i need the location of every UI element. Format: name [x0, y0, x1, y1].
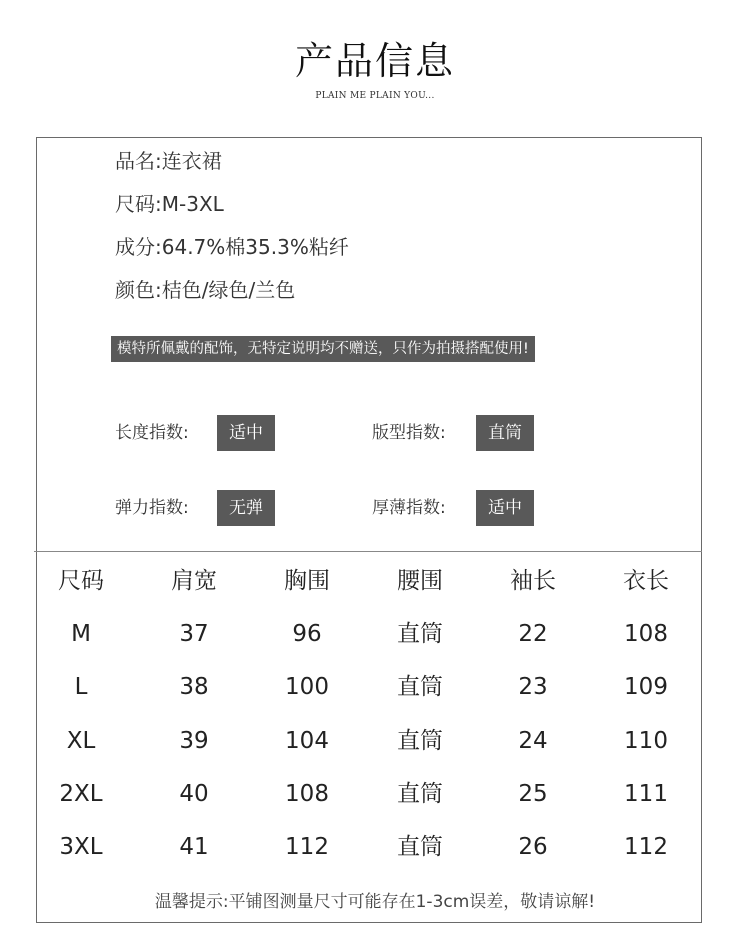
table-cell: 108 [624, 621, 668, 647]
page-title: 产品信息 [294, 39, 455, 83]
elasticity-index-value: 无弹 [217, 490, 275, 526]
page-subtitle: PLAIN ME PLAIN YOU... [315, 91, 435, 101]
table-cell: 112 [285, 834, 329, 860]
table-cell: 24 [518, 728, 548, 754]
table-header-cell: 腰围 [397, 568, 443, 594]
table-cell: XL [66, 728, 96, 754]
info-label: 成分 [115, 235, 155, 259]
table-cell: 直筒 [397, 834, 443, 860]
elasticity-index-label: 弹力指数: [115, 498, 189, 518]
thickness-index-value: 适中 [476, 490, 534, 526]
table-cell: 2XL [59, 781, 103, 807]
table-cell: 41 [179, 834, 209, 860]
table-cell: 96 [292, 621, 322, 647]
table-cell: 108 [285, 781, 329, 807]
table-row [26, 614, 706, 654]
table-cell: 23 [518, 674, 548, 700]
table-cell: 110 [624, 728, 668, 754]
table-cell: 25 [518, 781, 548, 807]
table-header-cell: 衣长 [623, 568, 669, 594]
table-header-row [26, 561, 706, 601]
info-value: M-3XL [161, 192, 224, 216]
info-size: 尺码:M-3XL [115, 192, 224, 216]
table-cell: 111 [624, 781, 668, 807]
fit-index-value: 直筒 [476, 415, 534, 451]
length-index-value: 适中 [217, 415, 275, 451]
length-index-label: 长度指数: [115, 423, 189, 443]
table-row [26, 774, 706, 814]
info-value: 64.7%棉35.3%粘纤 [161, 235, 349, 259]
table-cell: 112 [624, 834, 668, 860]
table-cell: 37 [179, 621, 209, 647]
info-label: 尺码 [115, 192, 155, 216]
table-header-cell: 胸围 [284, 568, 330, 594]
table-row [26, 721, 706, 761]
accessory-notice: 模特所佩戴的配饰，无特定说明均不赠送，只作为拍摄搭配使用! [111, 336, 535, 362]
table-cell: 38 [179, 674, 209, 700]
table-cell: 22 [518, 621, 548, 647]
measurement-disclaimer: 温馨提示:平铺图测量尺寸可能存在1-3cm误差，敬请谅解! [154, 892, 596, 912]
info-label: 品名 [115, 149, 155, 173]
table-cell: 100 [285, 674, 329, 700]
table-cell: 直筒 [397, 728, 443, 754]
table-header-cell: 袖长 [510, 568, 556, 594]
info-value: 桔色/绿色/兰色 [161, 278, 296, 302]
info-name: 品名:连衣裙 [115, 149, 222, 173]
table-cell: 直筒 [397, 621, 443, 647]
table-cell: 109 [624, 674, 668, 700]
section-divider [34, 551, 702, 552]
info-value: 连衣裙 [161, 149, 222, 173]
table-row [26, 827, 706, 867]
fit-index-label: 版型指数: [372, 423, 446, 443]
table-cell: 39 [179, 728, 209, 754]
table-cell: 直筒 [397, 781, 443, 807]
table-header-cell: 肩宽 [171, 568, 217, 594]
info-label: 颜色 [115, 278, 155, 302]
table-cell: 直筒 [397, 674, 443, 700]
table-cell: 3XL [59, 834, 103, 860]
table-header-cell: 尺码 [58, 568, 104, 594]
table-cell: 104 [285, 728, 329, 754]
table-cell: 26 [518, 834, 548, 860]
table-row [26, 667, 706, 707]
table-cell: L [74, 674, 88, 700]
table-cell: 40 [179, 781, 209, 807]
thickness-index-label: 厚薄指数: [372, 498, 446, 518]
table-cell: M [71, 621, 91, 647]
info-color: 颜色:桔色/绿色/兰色 [115, 278, 296, 302]
info-composition: 成分:64.7%棉35.3%粘纤 [115, 235, 349, 259]
